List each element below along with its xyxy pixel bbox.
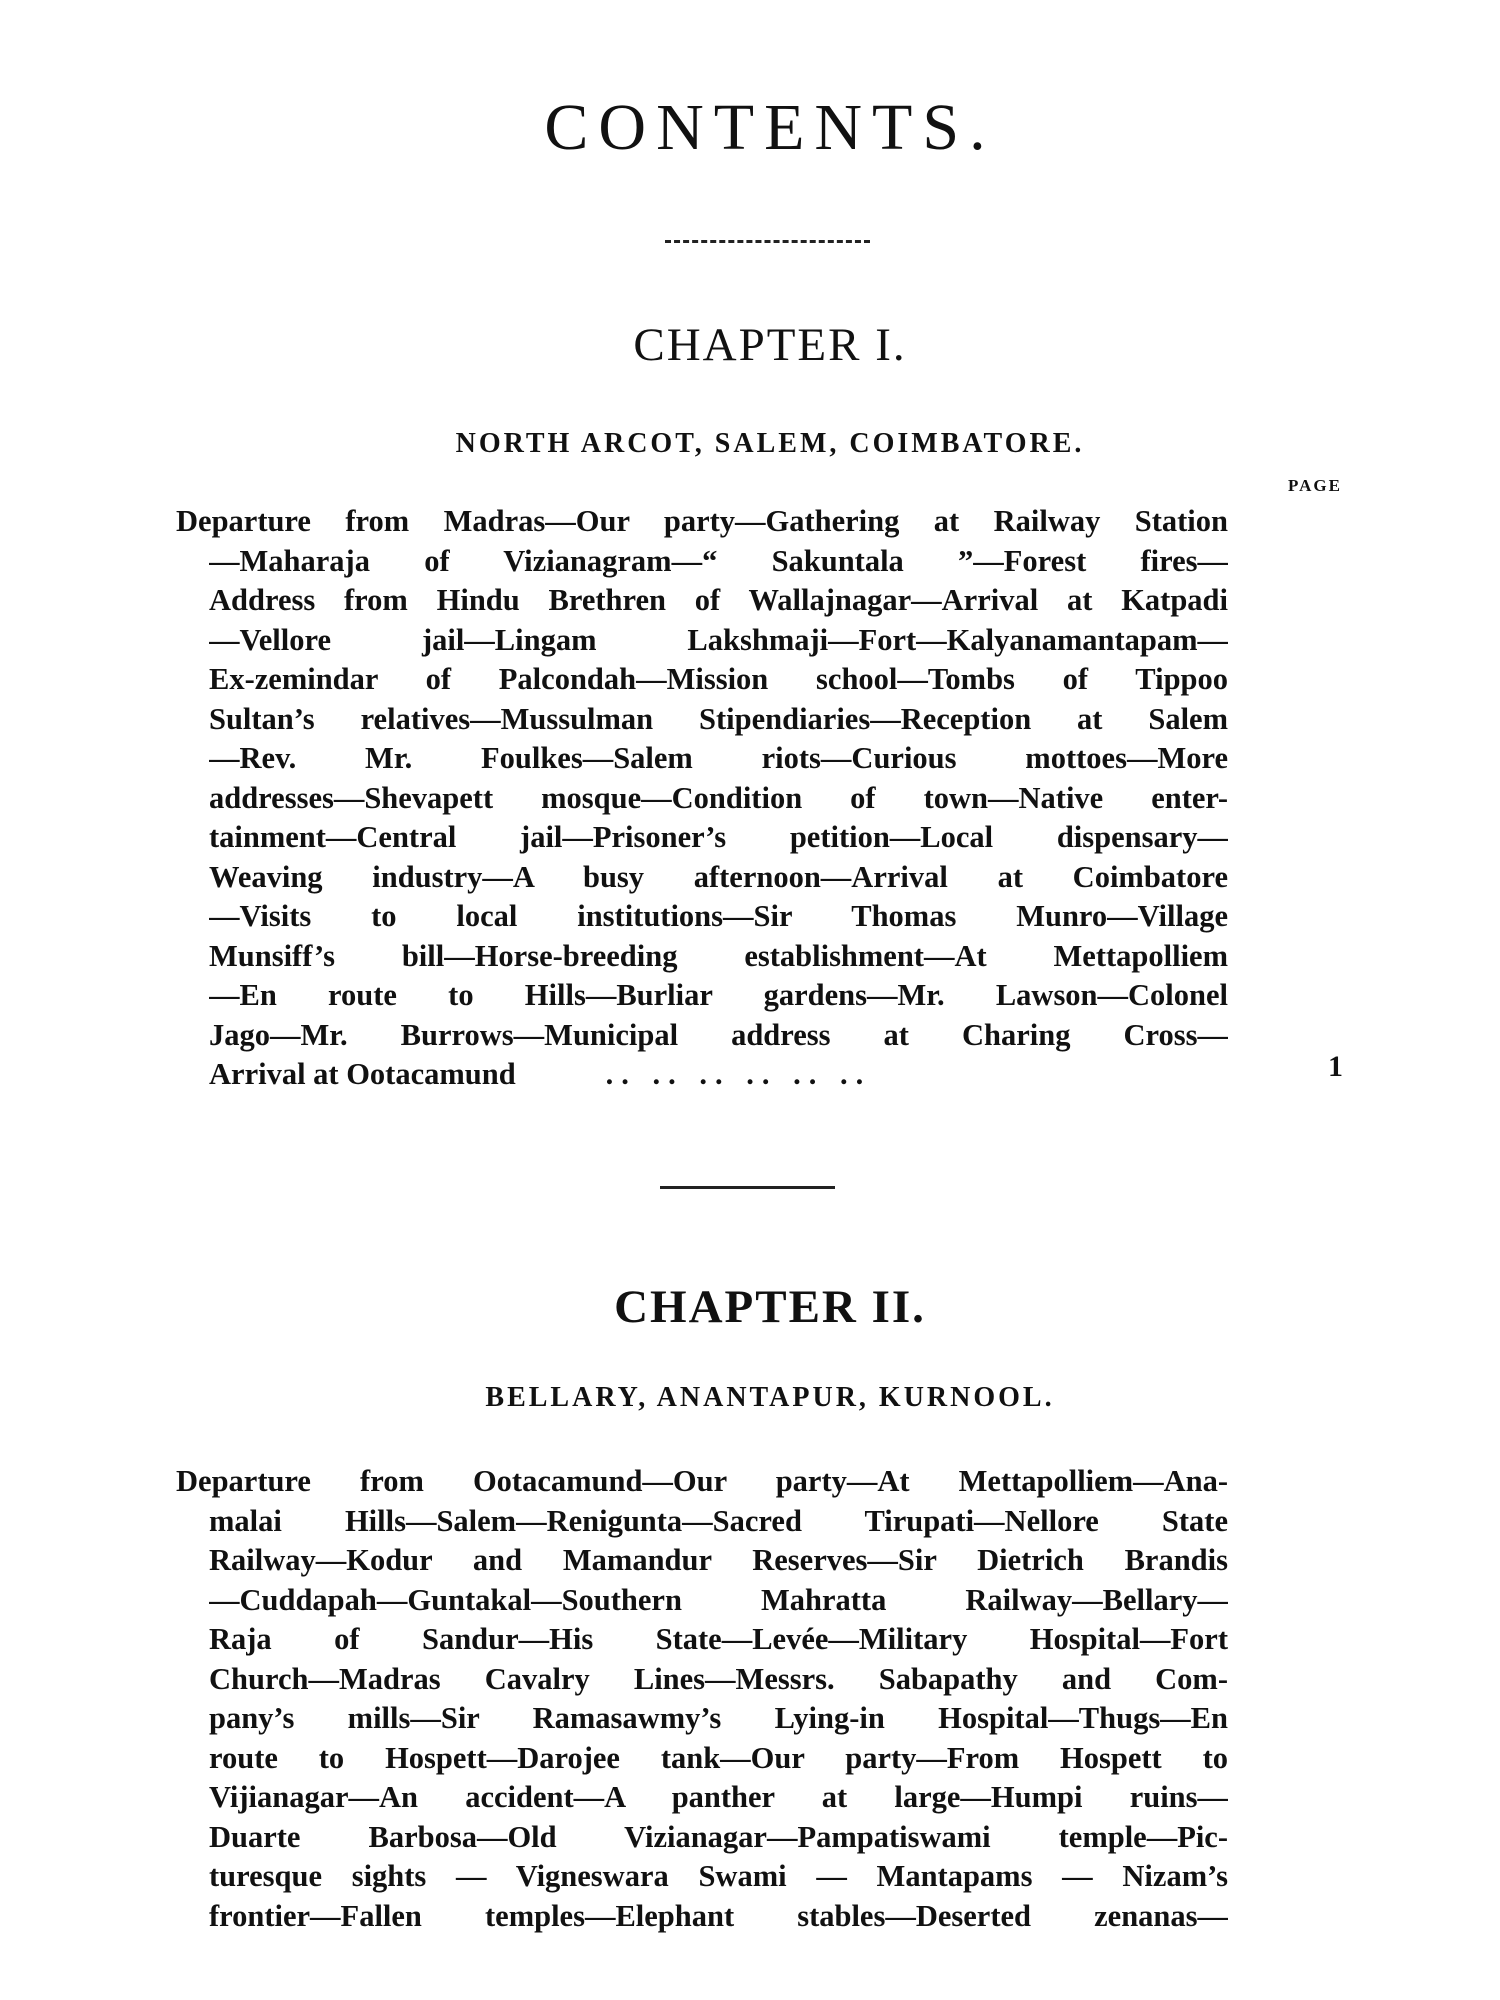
synopsis-line: pany’s mills—Sir Ramasawmy’s Lying-in Hospital—Thugs—En — [209, 1701, 1228, 1735]
synopsis-line: Munsiff’s bill—Horse-breeding establishment—At Mettapolliem — [209, 938, 1228, 973]
dot-leader: .. .. .. .. .. .. — [605, 1057, 872, 1091]
synopsis-line: route to Hospett—Darojee tank—Our party—From Hospett to — [209, 1740, 1228, 1775]
synopsis-line: —Cuddapah—Guntakal—Southern Mahratta Railway—Bellary— — [209, 1582, 1228, 1617]
synopsis-line: Departure from Madras—Our party—Gathering at Railway Station — [176, 504, 1228, 538]
synopsis-line: Vijianagar—An accident—A panther at large—Humpi ruins— — [209, 1780, 1228, 1814]
chapter-divider — [660, 1186, 835, 1189]
chapter-2-subtitle: BELLARY, ANANTAPUR, KURNOOL. — [485, 1382, 1055, 1413]
chapter-1-synopsis — [176, 502, 1228, 1095]
synopsis-line: turesque sights — Vigneswara Swami — Mantapams — Nizam’s — [209, 1859, 1228, 1893]
synopsis-line: frontier—Fallen temples—Elephant stables—Deserted zenanas— — [209, 1898, 1228, 1933]
synopsis-line: —Visits to local institutions—Sir Thomas Munro—Village — [209, 899, 1228, 933]
chapter-1-heading: CHAPTER I. — [633, 319, 907, 371]
synopsis-line: Duarte Barbosa—Old Vizianagar—Pampatiswami temple—Pic- — [209, 1819, 1228, 1854]
synopsis-line: Church—Madras Cavalry Lines—Messrs. Sabapathy and Com- — [209, 1661, 1228, 1696]
synopsis-line: —En route to Hills—Burliar gardens—Mr. Lawson—Colonel — [209, 978, 1228, 1012]
synopsis-line: —Vellore jail—Lingam Lakshmaji—Fort—Kalyanamantapam— — [209, 622, 1228, 657]
synopsis-line: Address from Hindu Brethren of Wallajnagar—Arrival at Katpadi — [209, 583, 1228, 617]
synopsis-line: addresses—Shevapett mosque—Condition of town—Native enter- — [209, 780, 1228, 815]
synopsis-last-line — [209, 1055, 1228, 1095]
page-column-label: PAGE — [1288, 476, 1342, 495]
synopsis-line: —Rev. Mr. Foulkes—Salem riots—Curious mottoes—More — [209, 741, 1228, 775]
synopsis-line: Railway—Kodur and Mamandur Reserves—Sir Dietrich Brandis — [209, 1543, 1228, 1577]
synopsis-last-text: Arrival at Ootacamund — [209, 1057, 516, 1091]
synopsis-line: Ex-zemindar of Palcondah—Mission school—Tombs of Tippoo — [209, 662, 1228, 696]
synopsis-line: Jago—Mr. Burrows—Municipal address at Charing Cross— — [209, 1017, 1228, 1052]
synopsis-line: malai Hills—Salem—Renigunta—Sacred Tirupati—Nellore State — [209, 1503, 1228, 1538]
synopsis-line: Departure from Ootacamund—Our party—At Mettapolliem—Ana- — [176, 1464, 1228, 1498]
title-divider — [665, 240, 870, 243]
synopsis-line: —Maharaja of Vizianagram—“ Sakuntala ”—Forest fires— — [209, 543, 1228, 578]
synopsis-line: Raja of Sandur—His State—Levée—Military Hospital—Fort — [209, 1622, 1228, 1656]
page-title: CONTENTS. — [544, 91, 996, 164]
chapter-1-subtitle: NORTH ARCOT, SALEM, COIMBATORE. — [455, 428, 1085, 459]
chapter-1-page-number: 1 — [1328, 1050, 1343, 1083]
chapter-2-synopsis — [176, 1462, 1228, 1936]
synopsis-line: Sultan’s relatives—Mussulman Stipendiaries—Reception at Salem — [209, 701, 1228, 736]
chapter-2-heading: CHAPTER II. — [614, 1281, 926, 1333]
synopsis-line: tainment—Central jail—Prisoner’s petition—Local dispensary— — [209, 820, 1228, 854]
synopsis-line: Weaving industry—A busy afternoon—Arrival at Coimbatore — [209, 859, 1228, 894]
